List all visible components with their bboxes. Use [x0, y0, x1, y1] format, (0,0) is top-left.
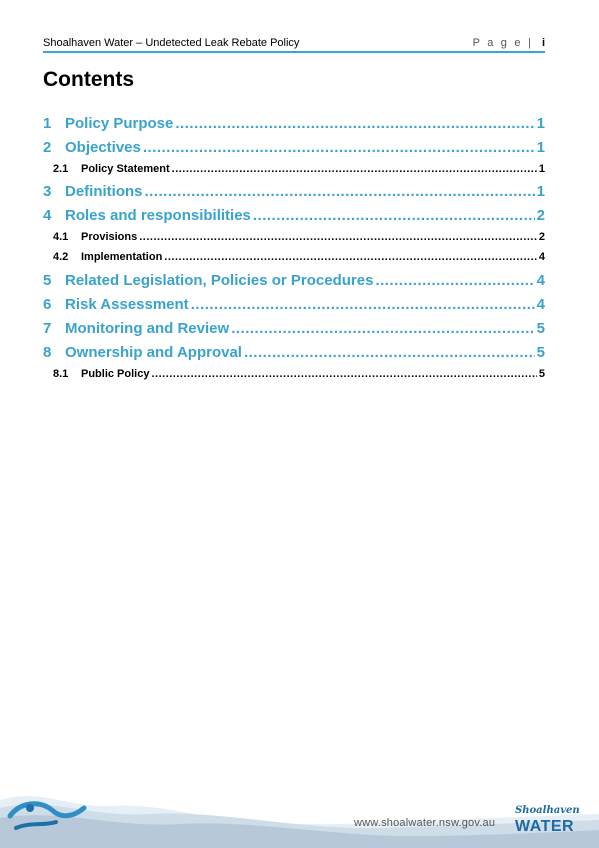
toc-entry-number: 7: [43, 320, 52, 337]
toc-entry[interactable]: [43, 295, 545, 315]
toc-entry-label: Public Policy: [81, 368, 150, 380]
toc-entry[interactable]: [43, 206, 545, 226]
toc-entry-page: 4: [536, 272, 545, 289]
toc-dot-leader: [231, 319, 534, 339]
toc-dot-leader: [253, 206, 535, 226]
toc-entry-number: 3: [43, 183, 52, 200]
logo-word: WATER: [515, 818, 575, 835]
toc-entry-number: 4: [43, 207, 52, 224]
toc-entry-number: 4.2: [53, 251, 69, 263]
footer-url: www.shoalwater.nsw.gov.au: [354, 817, 496, 829]
toc-dot-leader: [151, 367, 536, 381]
toc-entry-number: 2: [43, 139, 52, 156]
document-title: Shoalhaven Water – Undetected Leak Rebate Policy: [43, 37, 300, 49]
toc-entry-page: 1: [536, 139, 545, 156]
toc-dot-leader: [143, 138, 535, 158]
toc-entry[interactable]: [43, 162, 545, 176]
header-divider: [43, 51, 545, 53]
toc-entry-label: Definitions: [65, 183, 143, 200]
toc-entry[interactable]: [43, 138, 545, 158]
toc-entry-label: Policy Statement: [81, 163, 170, 175]
toc-entry-page: 2: [536, 207, 545, 224]
toc-entry-label: Risk Assessment: [65, 296, 189, 313]
toc-entry[interactable]: [43, 367, 545, 381]
toc-entry-page: 1: [536, 183, 545, 200]
toc-entry-number: 8: [43, 344, 52, 361]
page-label: P a g e |: [472, 37, 533, 49]
logo-script: Shoalhaven: [515, 805, 580, 816]
toc-entry-number: 2.1: [53, 163, 69, 175]
toc-entry[interactable]: [43, 114, 545, 134]
toc-entry[interactable]: [43, 319, 545, 339]
toc-entry-page: 5: [538, 368, 545, 380]
toc-entry[interactable]: [43, 343, 545, 363]
toc-entry[interactable]: [43, 271, 545, 291]
toc-entry-page: 5: [536, 344, 545, 361]
shoalhaven-water-logo: [515, 805, 585, 839]
toc-entry-label: Policy Purpose: [65, 115, 174, 132]
page-footer: [0, 778, 599, 848]
toc-entry-page: 4: [538, 251, 545, 263]
toc-dot-leader: [139, 230, 537, 244]
toc-entry-label: Provisions: [81, 231, 138, 243]
toc-dot-leader: [191, 295, 535, 315]
contents-heading: Contents: [43, 68, 134, 91]
wave-swoosh-graphic: [0, 778, 599, 848]
toc-entry[interactable]: [43, 250, 545, 264]
toc-entry-number: 1: [43, 115, 52, 132]
toc-dot-leader: [244, 343, 535, 363]
toc-entry-label: Monitoring and Review: [65, 320, 230, 337]
page-number: i: [541, 37, 545, 49]
toc-dot-leader: [172, 162, 537, 176]
toc-entry-number: 5: [43, 272, 52, 289]
toc-entry-label: Objectives: [65, 139, 141, 156]
toc-entry[interactable]: [43, 230, 545, 244]
toc-entry-number: 4.1: [53, 231, 69, 243]
toc-entry-label: Implementation: [81, 251, 163, 263]
toc-entry-page: 4: [536, 296, 545, 313]
page-header: [43, 36, 545, 50]
toc-dot-leader: [175, 114, 534, 134]
toc-entry-page: 1: [536, 115, 545, 132]
toc-entry[interactable]: [43, 182, 545, 202]
toc-entry-page: 5: [536, 320, 545, 337]
toc-entry-label: Related Legislation, Policies or Procedures: [65, 272, 374, 289]
toc-dot-leader: [145, 182, 535, 202]
toc-entry-label: Ownership and Approval: [65, 344, 242, 361]
toc-entry-number: 8.1: [53, 368, 69, 380]
toc-dot-leader: [375, 271, 534, 291]
toc-dot-leader: [164, 250, 537, 264]
toc-entry-page: 2: [538, 231, 545, 243]
toc-entry-label: Roles and responsibilities: [65, 207, 251, 224]
toc-entry-number: 6: [43, 296, 52, 313]
toc-entry-page: 1: [538, 163, 545, 175]
